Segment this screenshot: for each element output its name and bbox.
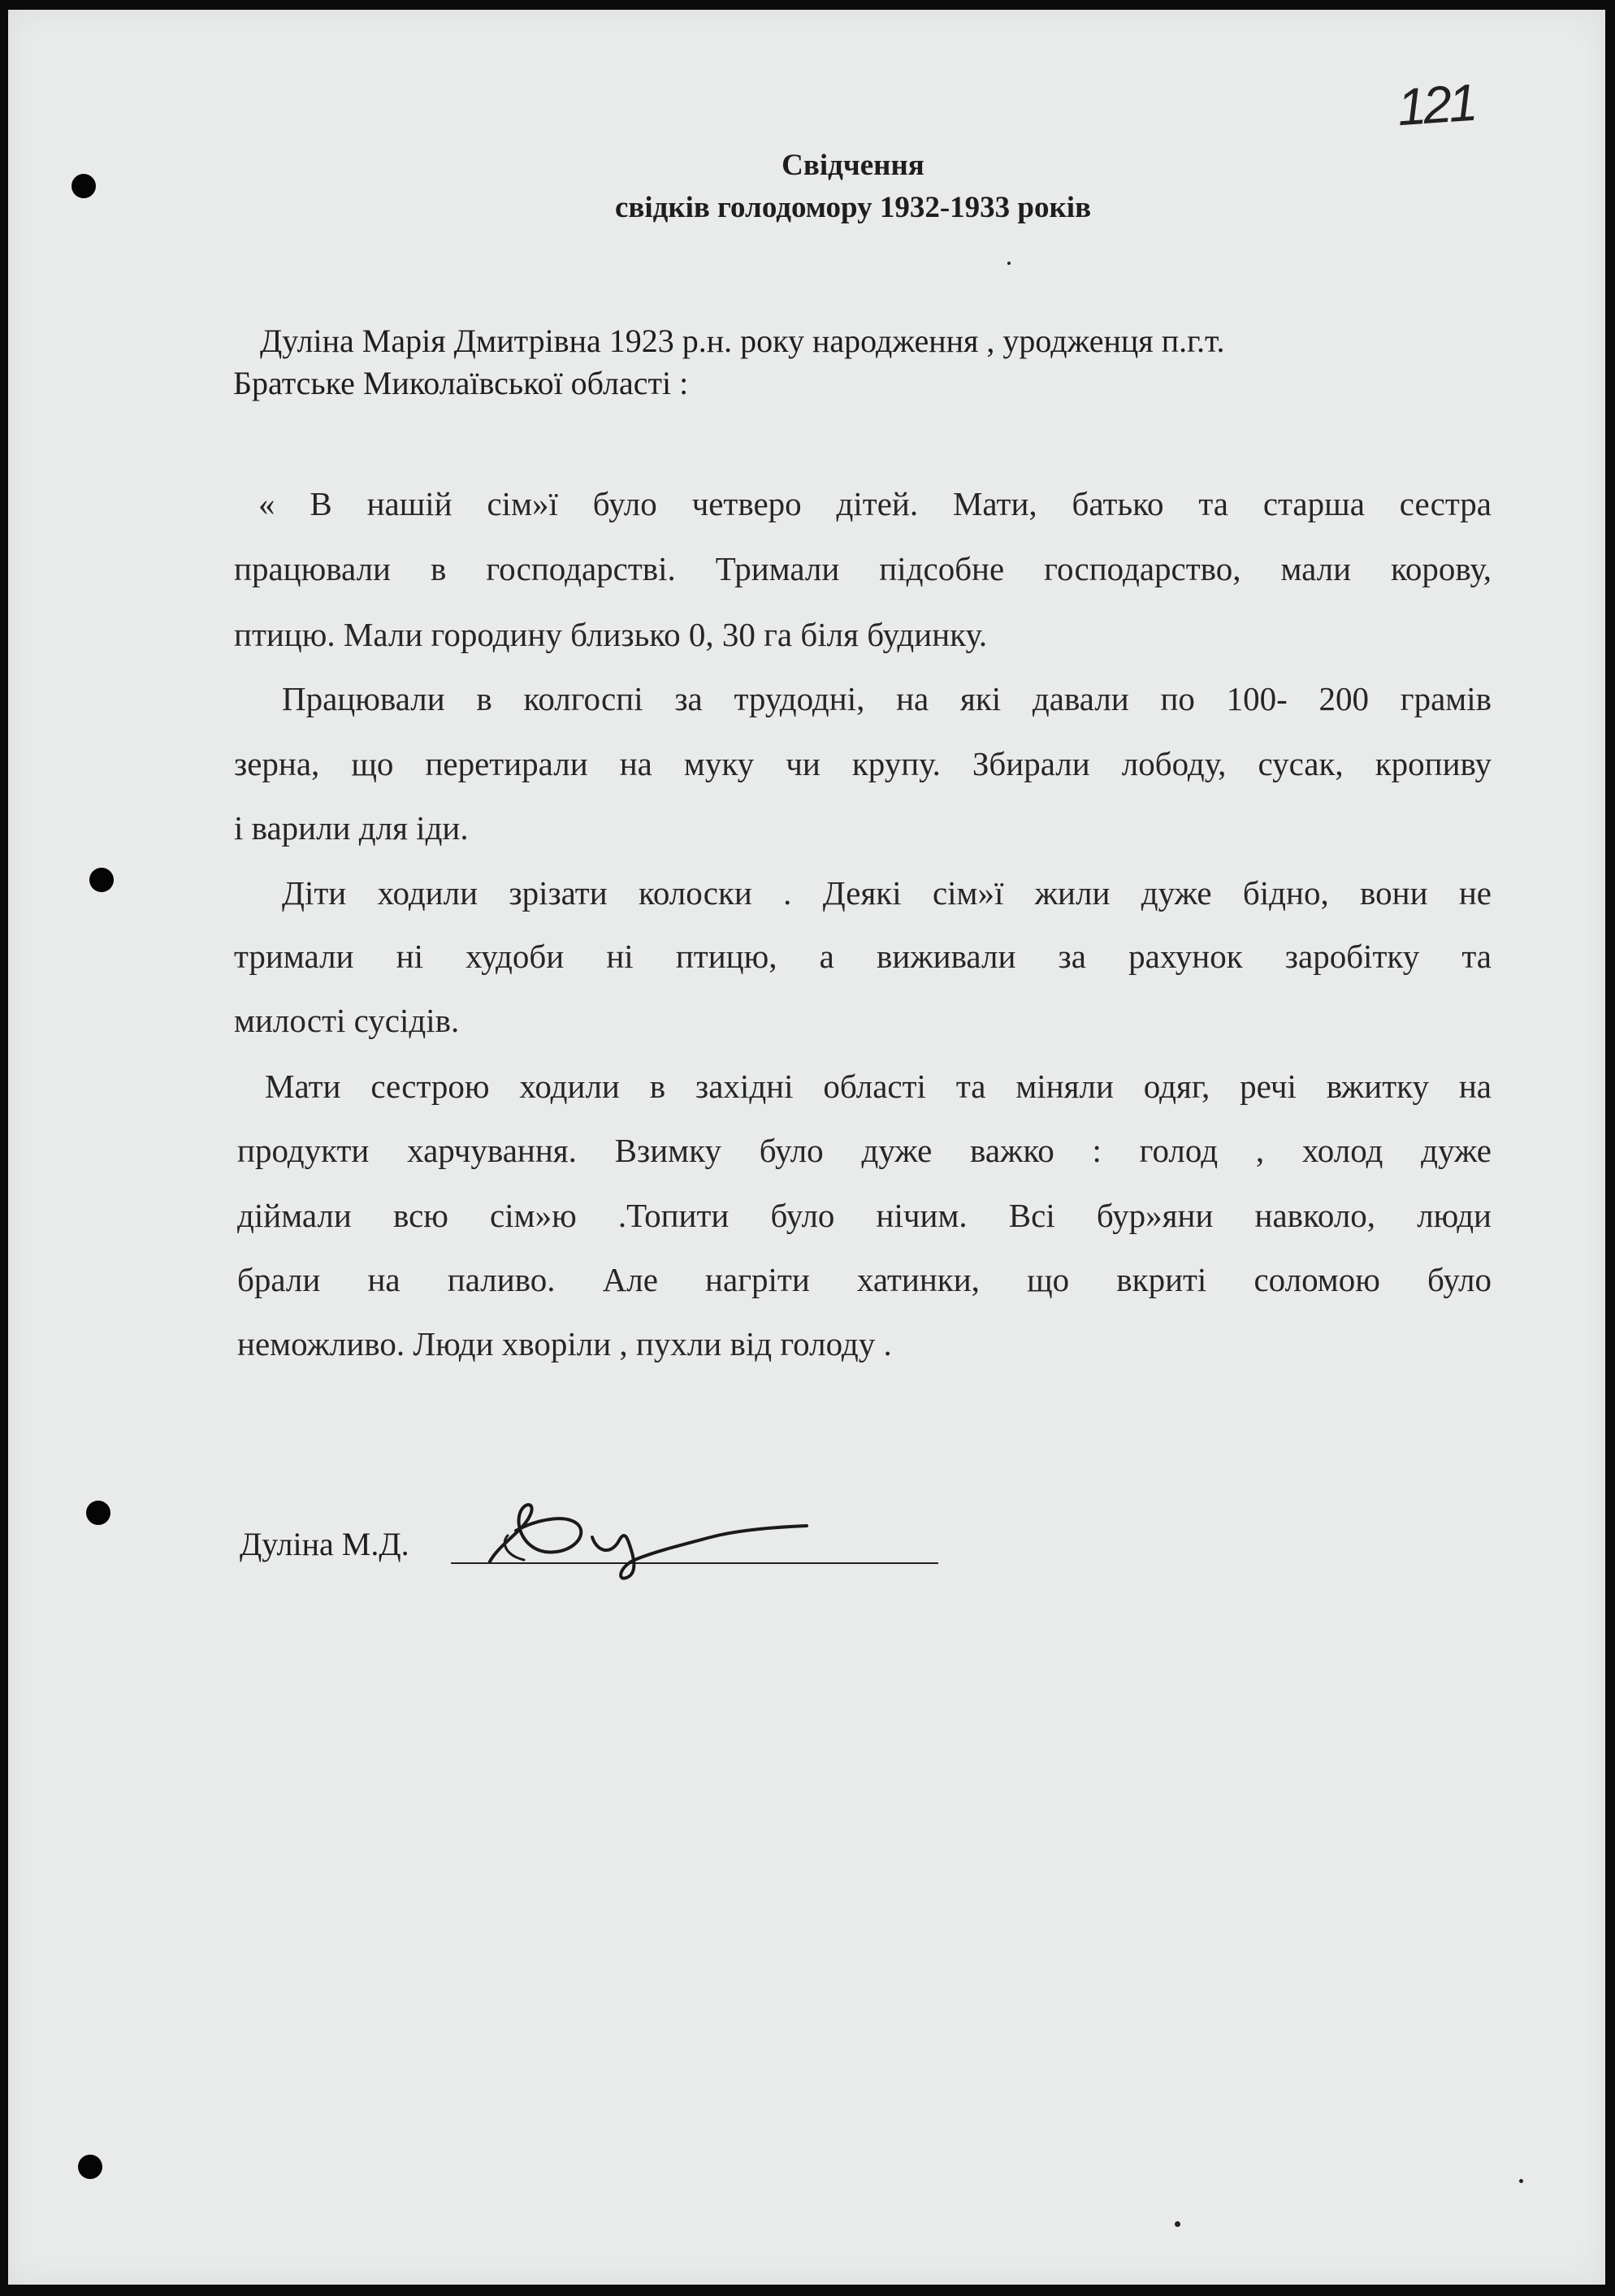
- testimony-line: продукти харчування. Взимку було дуже важко : голод , холод дуже: [237, 1132, 1492, 1169]
- testimony-line: Діти ходили зрізати колоски . Деякі сім»ї жили дуже бідно, вони не: [282, 874, 1492, 912]
- signature-label: Дуліна М.Д.: [240, 1526, 409, 1562]
- testimony-line: Працювали в колгоспі за трудодні, на які давали по 100- 200 грамів: [282, 680, 1492, 717]
- testimony-line: « В нашій сім»ї було четверо дітей. Мати, батько та старша сестра: [258, 485, 1492, 522]
- document-title: Свідчення: [782, 149, 924, 182]
- testimony-line: зерна, що перетирали на муку чи крупу. Збирали лободу, сусак, кропиву: [234, 745, 1492, 782]
- testimony-line: брали на паливо. Але нагріти хатинки, що вкриті соломою було: [237, 1261, 1492, 1298]
- punch-hole: [86, 1501, 110, 1525]
- testimony-line: діймали всю сім»ю .Топити було нічим. Всі бур»яни навколо, люди: [237, 1197, 1492, 1234]
- testimony-line: милості сусідів.: [234, 1002, 460, 1039]
- testimony-line: працювали в господарстві. Тримали підсобне господарство, мали корову,: [234, 550, 1492, 587]
- paper-speck: [1007, 262, 1011, 265]
- document-subtitle: свідків голодомору 1932-1933 років: [614, 191, 1092, 224]
- testimony-line: і варили для іди.: [234, 809, 469, 847]
- paper-speck: [1519, 2179, 1523, 2183]
- punch-hole: [78, 2155, 102, 2179]
- testimony-line: птицю. Мали городину близько 0, 30 га біля будинку.: [234, 616, 988, 653]
- archive-page-number: 121: [1395, 72, 1477, 137]
- witness-intro: Братське Миколаївської області :: [233, 365, 689, 401]
- witness-intro: Дуліна Марія Дмитрівна 1923 р.н. року народження , уродженця п.г.т.: [260, 323, 1225, 359]
- testimony-line: тримали ні худоби ні птицю, а виживали за рахунок заробітку та: [234, 938, 1492, 975]
- testimony-line: Мати сестрою ходили в західні області та міняли одяг, речі вжитку на: [265, 1068, 1492, 1105]
- punch-hole: [89, 868, 114, 892]
- handwritten-signature: [467, 1495, 825, 1584]
- testimony-line: неможливо. Люди хворіли , пухли від голоду .: [237, 1325, 892, 1362]
- paper-speck: [1175, 2221, 1180, 2227]
